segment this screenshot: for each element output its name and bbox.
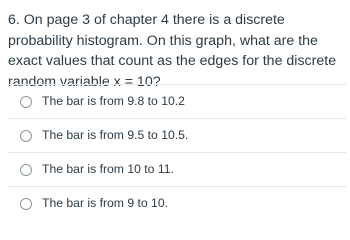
answer-label: The bar is from 9.5 to 10.5. xyxy=(42,128,189,142)
answer-option-1[interactable] xyxy=(8,84,346,118)
radio-button-icon[interactable] xyxy=(20,164,32,176)
answer-label: The bar is from 10 to 11. xyxy=(42,162,174,176)
radio-button-icon[interactable] xyxy=(20,198,32,210)
answer-label: The bar is from 9.8 to 10.2 xyxy=(42,94,185,108)
answer-option-3[interactable] xyxy=(8,152,346,186)
radio-button-icon[interactable] xyxy=(20,96,32,108)
answer-list xyxy=(8,84,346,220)
question-text: 6. On page 3 of chapter 4 there is a discrete probability histogram. On this graph, what are the exact values that count as the edges for the discrete random variable x = 10? xyxy=(8,12,337,90)
answer-label: The bar is from 9 to 10. xyxy=(42,196,168,210)
answer-option-2[interactable] xyxy=(8,118,346,152)
answer-option-4[interactable] xyxy=(8,186,346,220)
radio-button-icon[interactable] xyxy=(20,130,32,142)
